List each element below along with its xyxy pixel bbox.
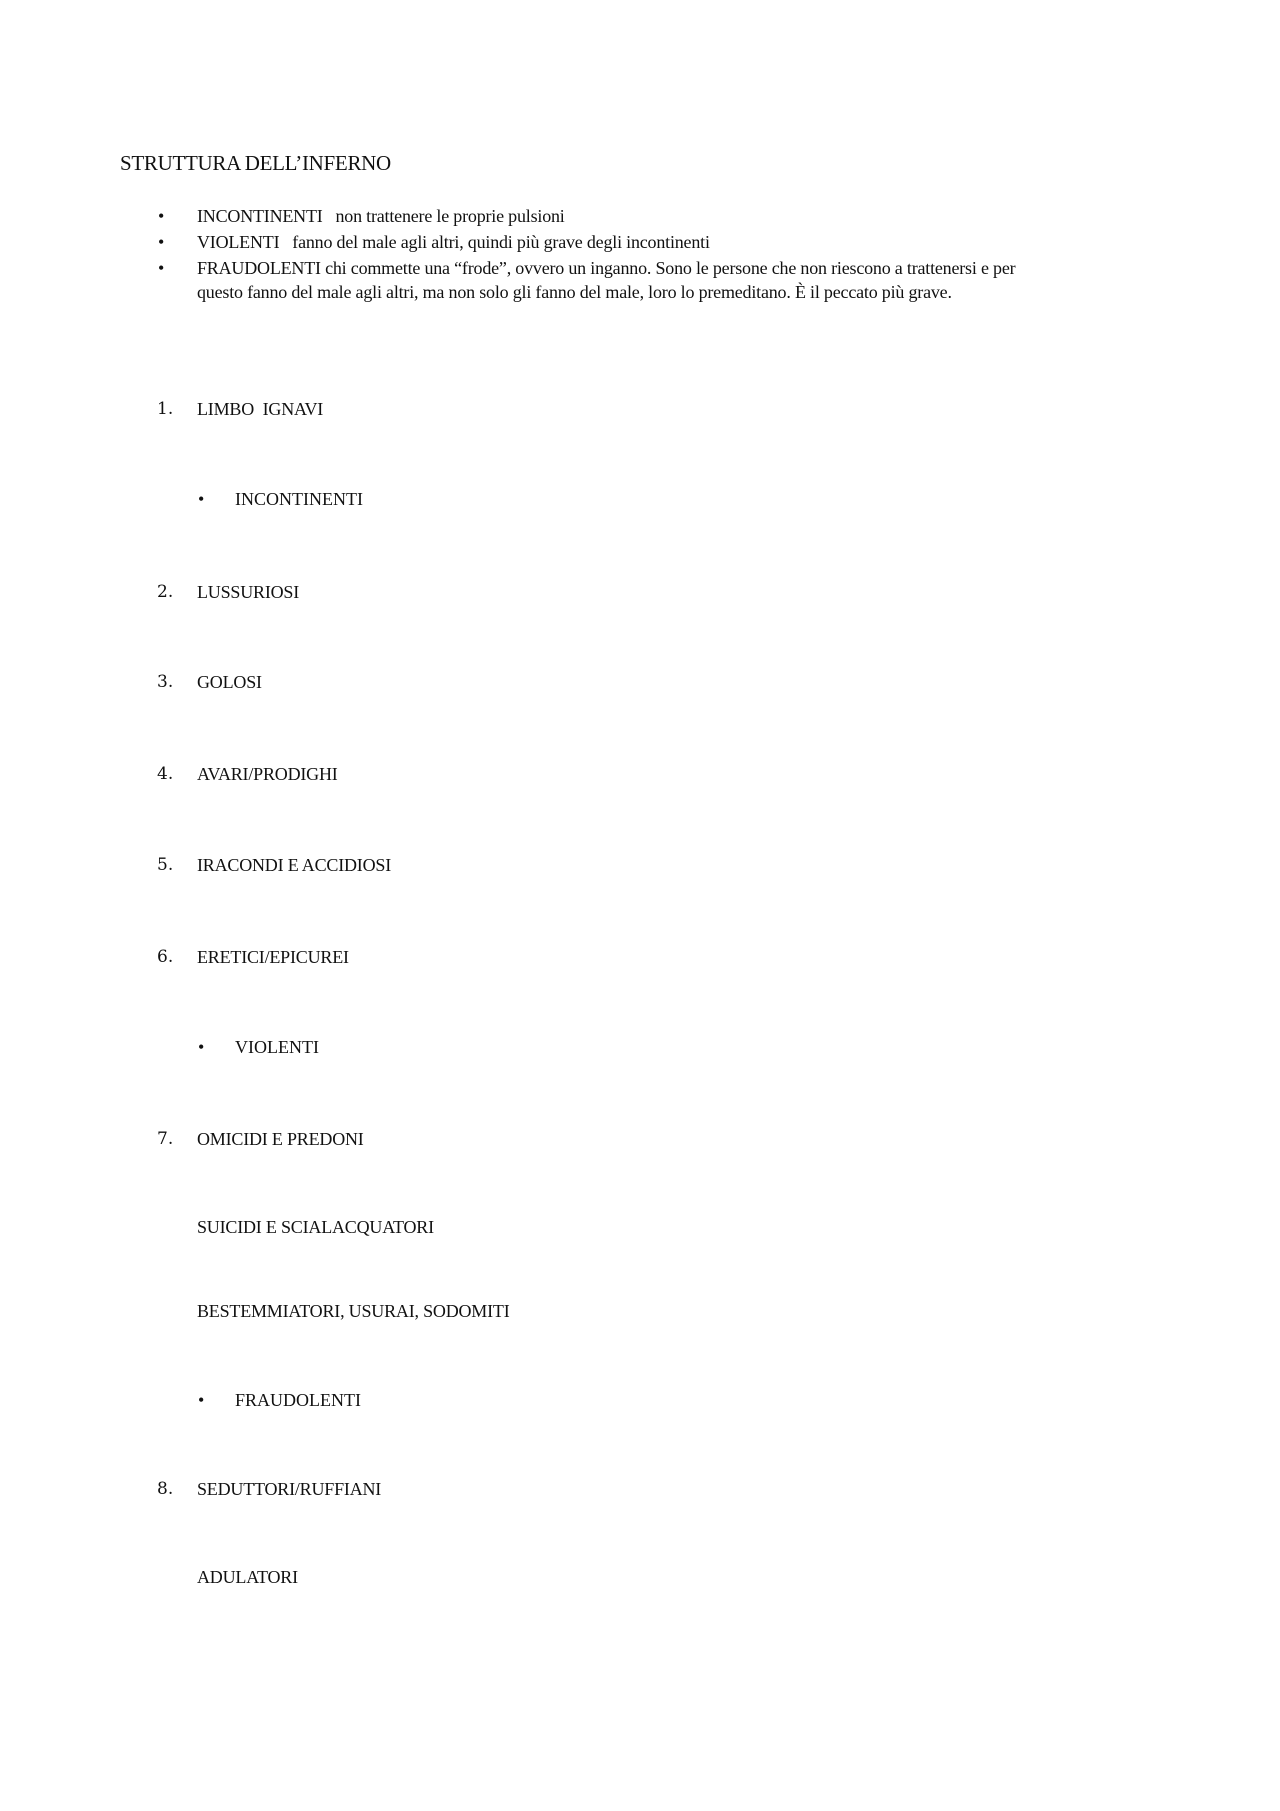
circle-item xyxy=(0,672,1280,696)
item-number: 6. xyxy=(157,947,174,967)
intro-text: INCONTINENTI non trattenere le proprie pulsioni xyxy=(197,206,565,226)
circle-item xyxy=(0,1479,1280,1503)
circle-item xyxy=(0,1217,1280,1241)
item-number: 4. xyxy=(157,764,174,784)
intro-text: FRAUDOLENTI chi commette una “frode”, ovvero un inganno. Sono le persone che non riescono a trattenersi e per xyxy=(197,258,1016,278)
item-label: OMICIDI E PREDONI xyxy=(197,1129,364,1149)
bullet-icon: • xyxy=(158,258,165,278)
item-label: SEDUTTORI/RUFFIANI xyxy=(197,1479,382,1499)
item-label: IRACONDI E ACCIDIOSI xyxy=(197,855,392,875)
circle-item xyxy=(0,947,1280,971)
item-number: 1. xyxy=(157,399,174,419)
category-label: FRAUDOLENTI xyxy=(235,1390,361,1410)
circle-item xyxy=(0,1129,1280,1153)
circle-item xyxy=(0,399,1280,423)
item-label: BESTEMMIATORI, USURAI, SODOMITI xyxy=(197,1301,510,1321)
bullet-icon: • xyxy=(158,232,165,252)
circle-item xyxy=(0,582,1280,606)
category-heading xyxy=(0,489,1280,513)
item-label: ERETICI/EPICUREI xyxy=(197,947,349,967)
item-label: ADULATORI xyxy=(197,1567,298,1587)
item-label: LIMBO IGNAVI xyxy=(197,399,324,419)
item-number: 5. xyxy=(157,855,174,875)
category-label: INCONTINENTI xyxy=(235,489,363,509)
item-number: 3. xyxy=(157,672,174,692)
item-number: 8. xyxy=(157,1479,174,1499)
bullet-icon: • xyxy=(158,206,165,226)
intro-text-continued: questo fanno del male agli altri, ma non solo gli fanno del male, loro lo premeditano. È il peccato più grave. xyxy=(197,282,952,302)
item-number: 2. xyxy=(157,582,174,602)
intro-text: VIOLENTI fanno del male agli altri, quindi più grave degli incontinenti xyxy=(197,232,710,252)
item-label: LUSSURIOSI xyxy=(197,582,300,602)
category-label: VIOLENTI xyxy=(235,1037,319,1057)
category-heading xyxy=(0,1390,1280,1414)
item-number: 7. xyxy=(157,1129,174,1149)
item-label: GOLOSI xyxy=(197,672,262,692)
bullet-icon: • xyxy=(198,489,205,509)
item-label: SUICIDI E SCIALACQUATORI xyxy=(197,1217,434,1237)
category-heading xyxy=(0,1037,1280,1061)
circle-item xyxy=(0,1301,1280,1325)
page-title: STRUTTURA DELL’INFERNO xyxy=(120,151,391,175)
circle-item xyxy=(0,764,1280,788)
circle-item xyxy=(0,1567,1280,1591)
bullet-icon: • xyxy=(198,1037,205,1057)
circle-item xyxy=(0,855,1280,879)
bullet-icon: • xyxy=(198,1390,205,1410)
item-label: AVARI/PRODIGHI xyxy=(197,764,338,784)
